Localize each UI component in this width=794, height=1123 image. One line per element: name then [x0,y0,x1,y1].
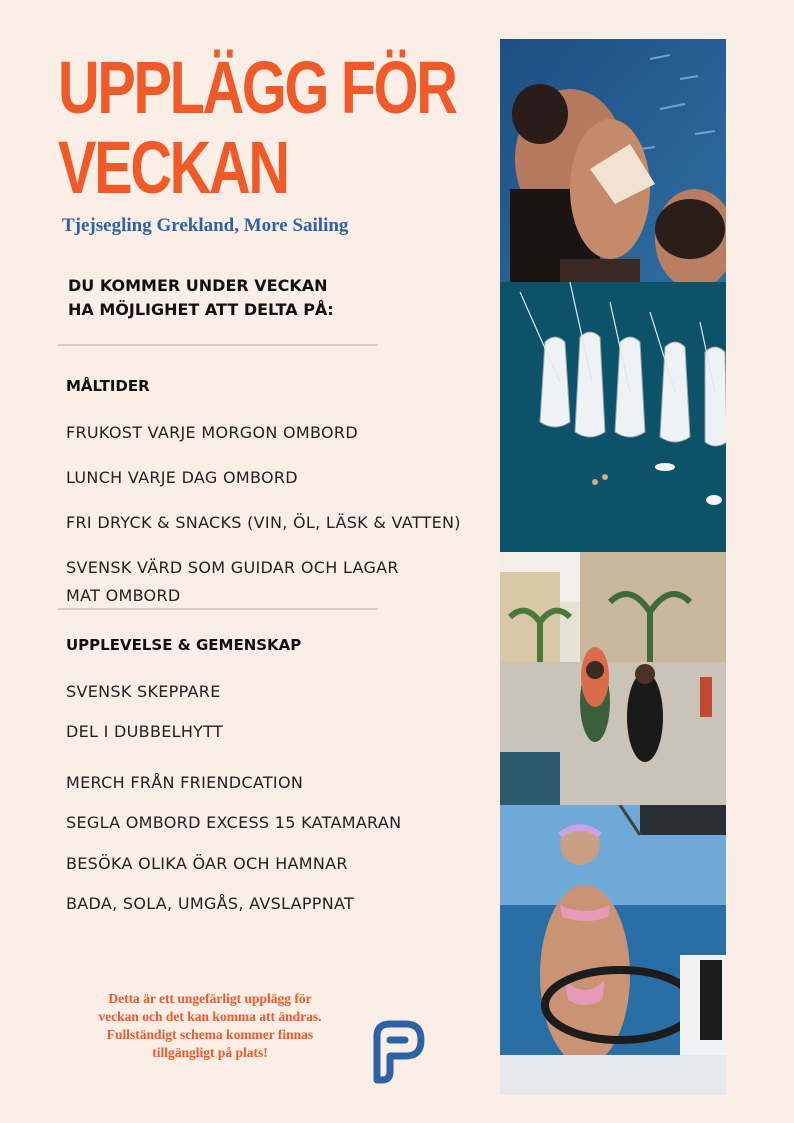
subtitle: Tjejsegling Grekland, More Sailing [62,215,349,236]
list-item-lunch: LUNCH VARJE DAG OMBORD [66,468,298,487]
list-item-skipper: SVENSK SKEPPARE [66,682,221,701]
title-line-2: VECKAN [58,126,288,209]
friendcation-logo-icon [366,1016,428,1084]
title-line-1: UPPLÄGG FÖR [58,46,456,129]
disclaimer-line-1: Detta är ett ungefärligt upplägg för [108,991,312,1006]
section-heading-experience: UPPLEVELSE & GEMENSKAP [66,636,302,654]
woman-at-helm-photo [500,805,726,1095]
disclaimer-line-2: veckan och det kan komma att ändras. [98,1009,322,1024]
divider-top [58,344,378,346]
disclaimer-line-4: tillgängligt på plats! [152,1045,268,1060]
disclaimer-text [70,990,350,1062]
intro-line-1: DU KOMMER UNDER VECKAN [68,276,328,295]
intro-text [68,274,334,322]
list-item-breakfast: FRUKOST VARJE MORGON OMBORD [66,423,358,442]
intro-line-2: HA MÖJLIGHET ATT DELTA PÅ: [68,300,334,319]
divider-middle [58,608,378,610]
section-heading-meals: MÅLTIDER [66,377,150,395]
list-item-drinks: FRI DRYCK & SNACKS (VIN, ÖL, LÄSK & VATTEN) [66,513,461,532]
page-title [58,46,456,209]
list-item-merch: MERCH FRÅN FRIENDCATION [66,773,304,792]
list-item-catamaran: SEGLA OMBORD EXCESS 15 KATAMARAN [66,813,402,832]
list-item-islands: BESÖKA OLIKA ÖAR OCH HAMNAR [66,854,348,873]
list-item-relax: BADA, SOLA, UMGÅS, AVSLAPPNAT [66,894,355,913]
aerial-sailboats-photo [500,282,726,552]
list-item-host-line-2: MAT OMBORD [66,586,181,605]
harbor-promenade-photo [500,552,726,805]
list-item-host-line-1: SVENSK VÄRD SOM GUIDAR OCH LAGAR [66,558,399,577]
list-item-cabin: DEL I DUBBELHYTT [66,722,224,741]
women-reading-on-boat-photo [500,39,726,282]
disclaimer-line-3: Fullständigt schema kommer finnas [106,1027,314,1042]
list-item-host [66,554,399,610]
